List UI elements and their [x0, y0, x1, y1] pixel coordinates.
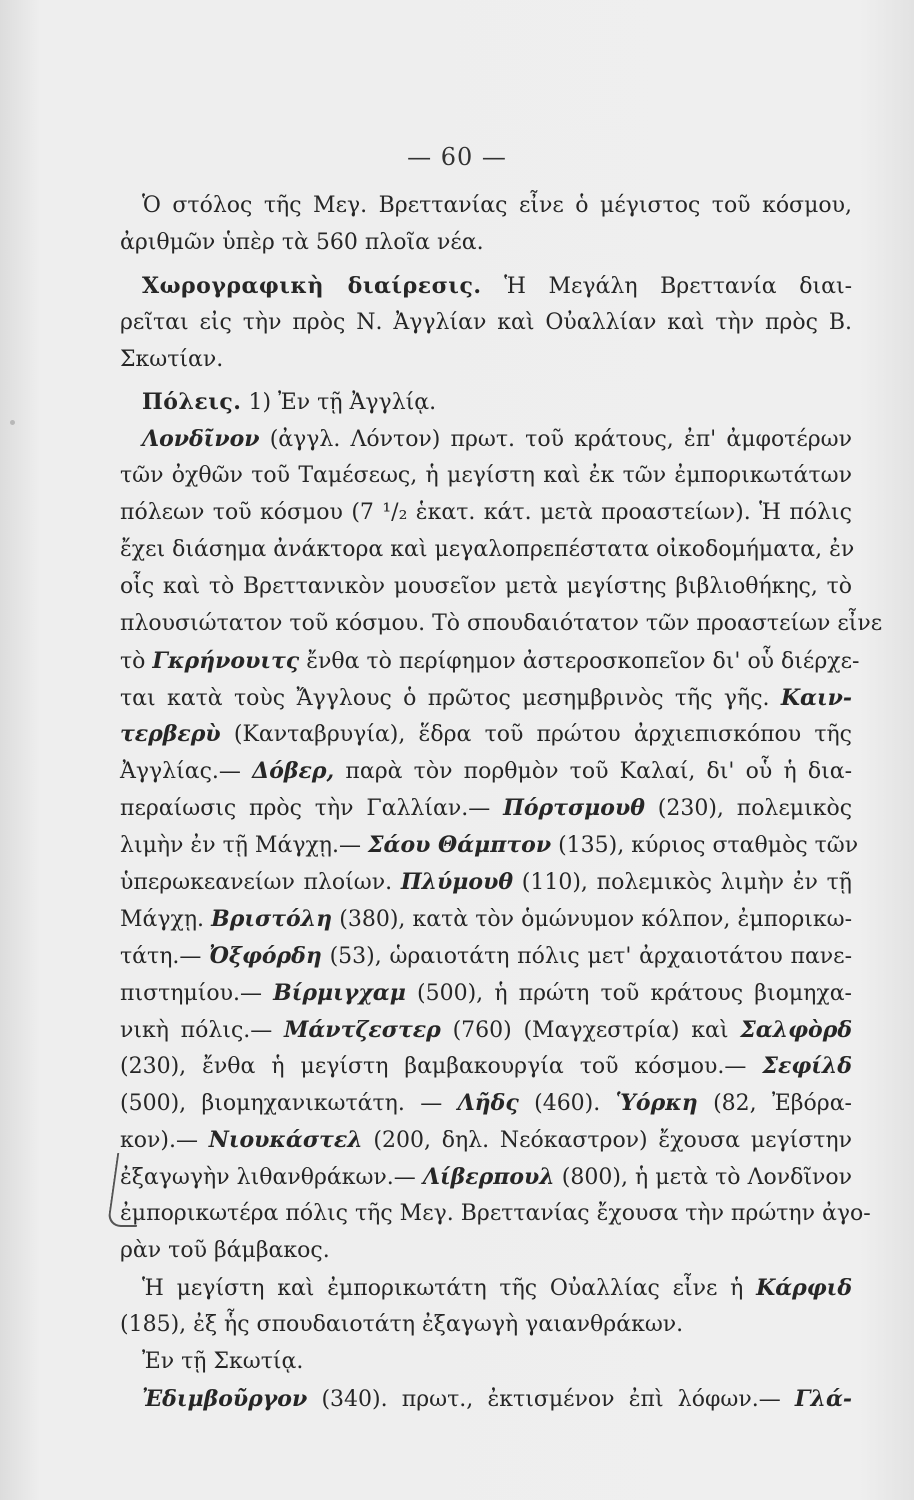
city-name: Γλά-	[794, 1385, 853, 1412]
text-line: Μάγχῃ. Βριστόλη (380), κατὰ τὸν ὁμώνυμον κόλπον, ἐμπορικω-	[120, 905, 852, 932]
city-name: Νιουκάστελ	[208, 1127, 363, 1154]
text-line: Χωρογραφικὴ διαίρεσις. Ἡ Μεγάλη Βρεττανία διαι-	[142, 272, 853, 299]
text-line: οἷς καὶ τὸ Βρεττανικὸν μουσεῖον μετὰ μεγίστης βιβλιοθήκης, τὸ	[120, 573, 852, 599]
text-line: Ὁ στόλος τῆς Μεγ. Βρεττανίας εἶνε ὁ μέγιστος τοῦ κόσμου,	[142, 193, 852, 218]
text-line: ται κατὰ τοὺς Ἄγγλους ὁ πρῶτος μεσημβρινὸς τῆς γῆς. Καιν-	[120, 684, 852, 711]
city-name: Γκρήνουιτς	[152, 647, 300, 674]
city-name: Βριστόλη	[211, 905, 333, 932]
section-heading: Χωρογραφικὴ διαίρεσις.	[142, 272, 482, 299]
text-line: τερβερὺ (Κανταβρυγία), ἕδρα τοῦ πρώτου ἀρχιεπισκόπου τῆς	[120, 721, 852, 748]
city-name: Πόρτσμουθ	[503, 795, 645, 822]
city-name: Ἐδιμβοῦργον	[142, 1385, 308, 1412]
text-line: (500), βιομηχανικωτάτη. — Λῆδς (460). Ὑόρκη (82, Ἐβόρα-	[120, 1090, 852, 1117]
city-name: Σαλφὸρδ	[740, 1016, 853, 1043]
city-name: Σάου Θάμπτον	[367, 832, 552, 859]
text-line: τὸ Γκρήνουιτς ἔνθα τὸ περίφημον ἀστεροσκοπεῖον δι' οὗ διέρχε-	[120, 647, 860, 674]
text-line: Ἐδιμβοῦργον (340). πρωτ., ἐκτισμένον ἐπὶ λόφων.— Γλά-	[142, 1385, 853, 1412]
text-line: Ἐν τῇ Σκωτίᾳ.	[142, 1348, 304, 1374]
text-line: πλουσιώτατον τοῦ κόσμου. Τὸ σπουδαιότατον τῶν προαστείων εἶνε	[120, 610, 883, 636]
text-line: περαίωσις πρὸς τὴν Γαλλίαν.— Πόρτσμουθ (230), πολεμικὸς	[120, 795, 853, 822]
text-line: πιστημίου.— Βίρμιγχαμ (500), ἡ πρώτη τοῦ κράτους βιομηχα-	[120, 979, 852, 1006]
text-line: Σκωτίαν.	[120, 346, 224, 372]
text-line: Λονδῖνον (ἀγγλ. Λόντον) πρωτ. τοῦ κράτους, ἐπ' ἀμφοτέρων	[142, 426, 852, 453]
text-line: (185), ἐξ ἧς σπουδαιοτάτη ἐξαγωγὴ γαιανθράκων.	[120, 1311, 684, 1337]
city-name: Λῆδς	[457, 1090, 519, 1117]
city-name: Καιν-	[780, 684, 852, 711]
text-line: Πόλεις. 1) Ἐν τῇ Ἀγγλίᾳ.	[142, 389, 437, 416]
city-name: Μάντζεστερ	[284, 1016, 441, 1043]
text-line: λιμὴν ἐν τῇ Μάγχῃ.— Σάου Θάμπτον (135), κύριος σταθμὸς τῶν	[120, 832, 859, 859]
text-line: τῶν ὀχθῶν τοῦ Ταμέσεως, ἡ μεγίστη καὶ ἐκ τῶν ἐμπορικωτάτων	[120, 463, 852, 489]
text-line: τάτη.— Ὀξφόρδη (53), ὡραιοτάτη πόλις μετ' ἀρχαιοτάτου πανε-	[120, 942, 853, 969]
text-line: ἀριθμῶν ὑπὲρ τὰ 560 πλοῖα νέα.	[120, 229, 484, 255]
city-name: τερβερὺ	[120, 721, 221, 748]
city-name: Λονδῖνον	[142, 426, 260, 453]
page-body	[120, 188, 883, 1417]
scan-speck	[10, 420, 15, 425]
text-line: ρὰν τοῦ βάμβακος.	[120, 1237, 330, 1263]
text-line: Ἀγγλίας.— Δόβερ, παρὰ τὸν πορθμὸν τοῦ Καλαί, δι' οὗ ἡ δια-	[120, 758, 852, 785]
text-line: ἔχει διάσημα ἀνάκτορα καὶ μεγαλοπρεπέστατα οἰκοδομήματα, ἐν	[120, 537, 855, 563]
text-line: Ἡ μεγίστη καὶ ἐμπορικωτάτη τῆς Οὐαλλίας εἶνε ἡ Κάρφιδ	[142, 1274, 852, 1301]
text-line: ἐξαγωγὴν λιθανθράκων.— Λίβερπουλ (800), ἡ μετὰ τὸ Λονδῖνον	[120, 1164, 852, 1191]
text-line: (230), ἔνθα ἡ μεγίστη βαμβακουργία τοῦ κόσμου.— Σεφίλδ	[120, 1053, 852, 1080]
city-name: Ὑόρκη	[615, 1090, 698, 1117]
city-name: Λίβερπουλ	[422, 1164, 555, 1191]
text-line: ὑπερωκεανείων πλοίων. Πλύμουθ (110), πολεμικὸς λιμὴν ἐν τῇ	[120, 869, 852, 896]
text-line: νικὴ πόλις.— Μάντζεστερ (760) (Μαγχεστρία) καὶ Σαλφὸρδ	[120, 1016, 853, 1043]
city-name: Κάρφιδ	[756, 1274, 852, 1301]
text-line: ρεῖται εἰς τὴν πρὸς Ν. Ἀγγλίαν καὶ Οὐαλλίαν καὶ τὴν πρὸς Β.	[120, 309, 852, 335]
text-line: πόλεων τοῦ κόσμου (7 ¹/₂ ἑκατ. κάτ. μετὰ προαστείων). Ἡ πόλις	[120, 500, 852, 526]
city-name: Πλύμουθ	[400, 869, 514, 896]
section-heading: Πόλεις.	[142, 389, 242, 416]
page-number: — 60 —	[407, 143, 507, 171]
text-line: ἐμπορικωτέρα πόλις τῆς Μεγ. Βρεττανίας ἔχουσα τὴν πρώτην ἀγο-	[120, 1201, 871, 1227]
city-name: Βίρμιγχαμ	[273, 979, 406, 1006]
city-name: Σεφίλδ	[762, 1053, 852, 1080]
city-name: Ὀξφόρδη	[209, 942, 322, 969]
city-name: Δόβερ,	[252, 758, 335, 785]
text-line: κον).— Νιουκάστελ (200, δηλ. Νεόκαστρον) ἔχουσα μεγίστην	[120, 1127, 852, 1154]
